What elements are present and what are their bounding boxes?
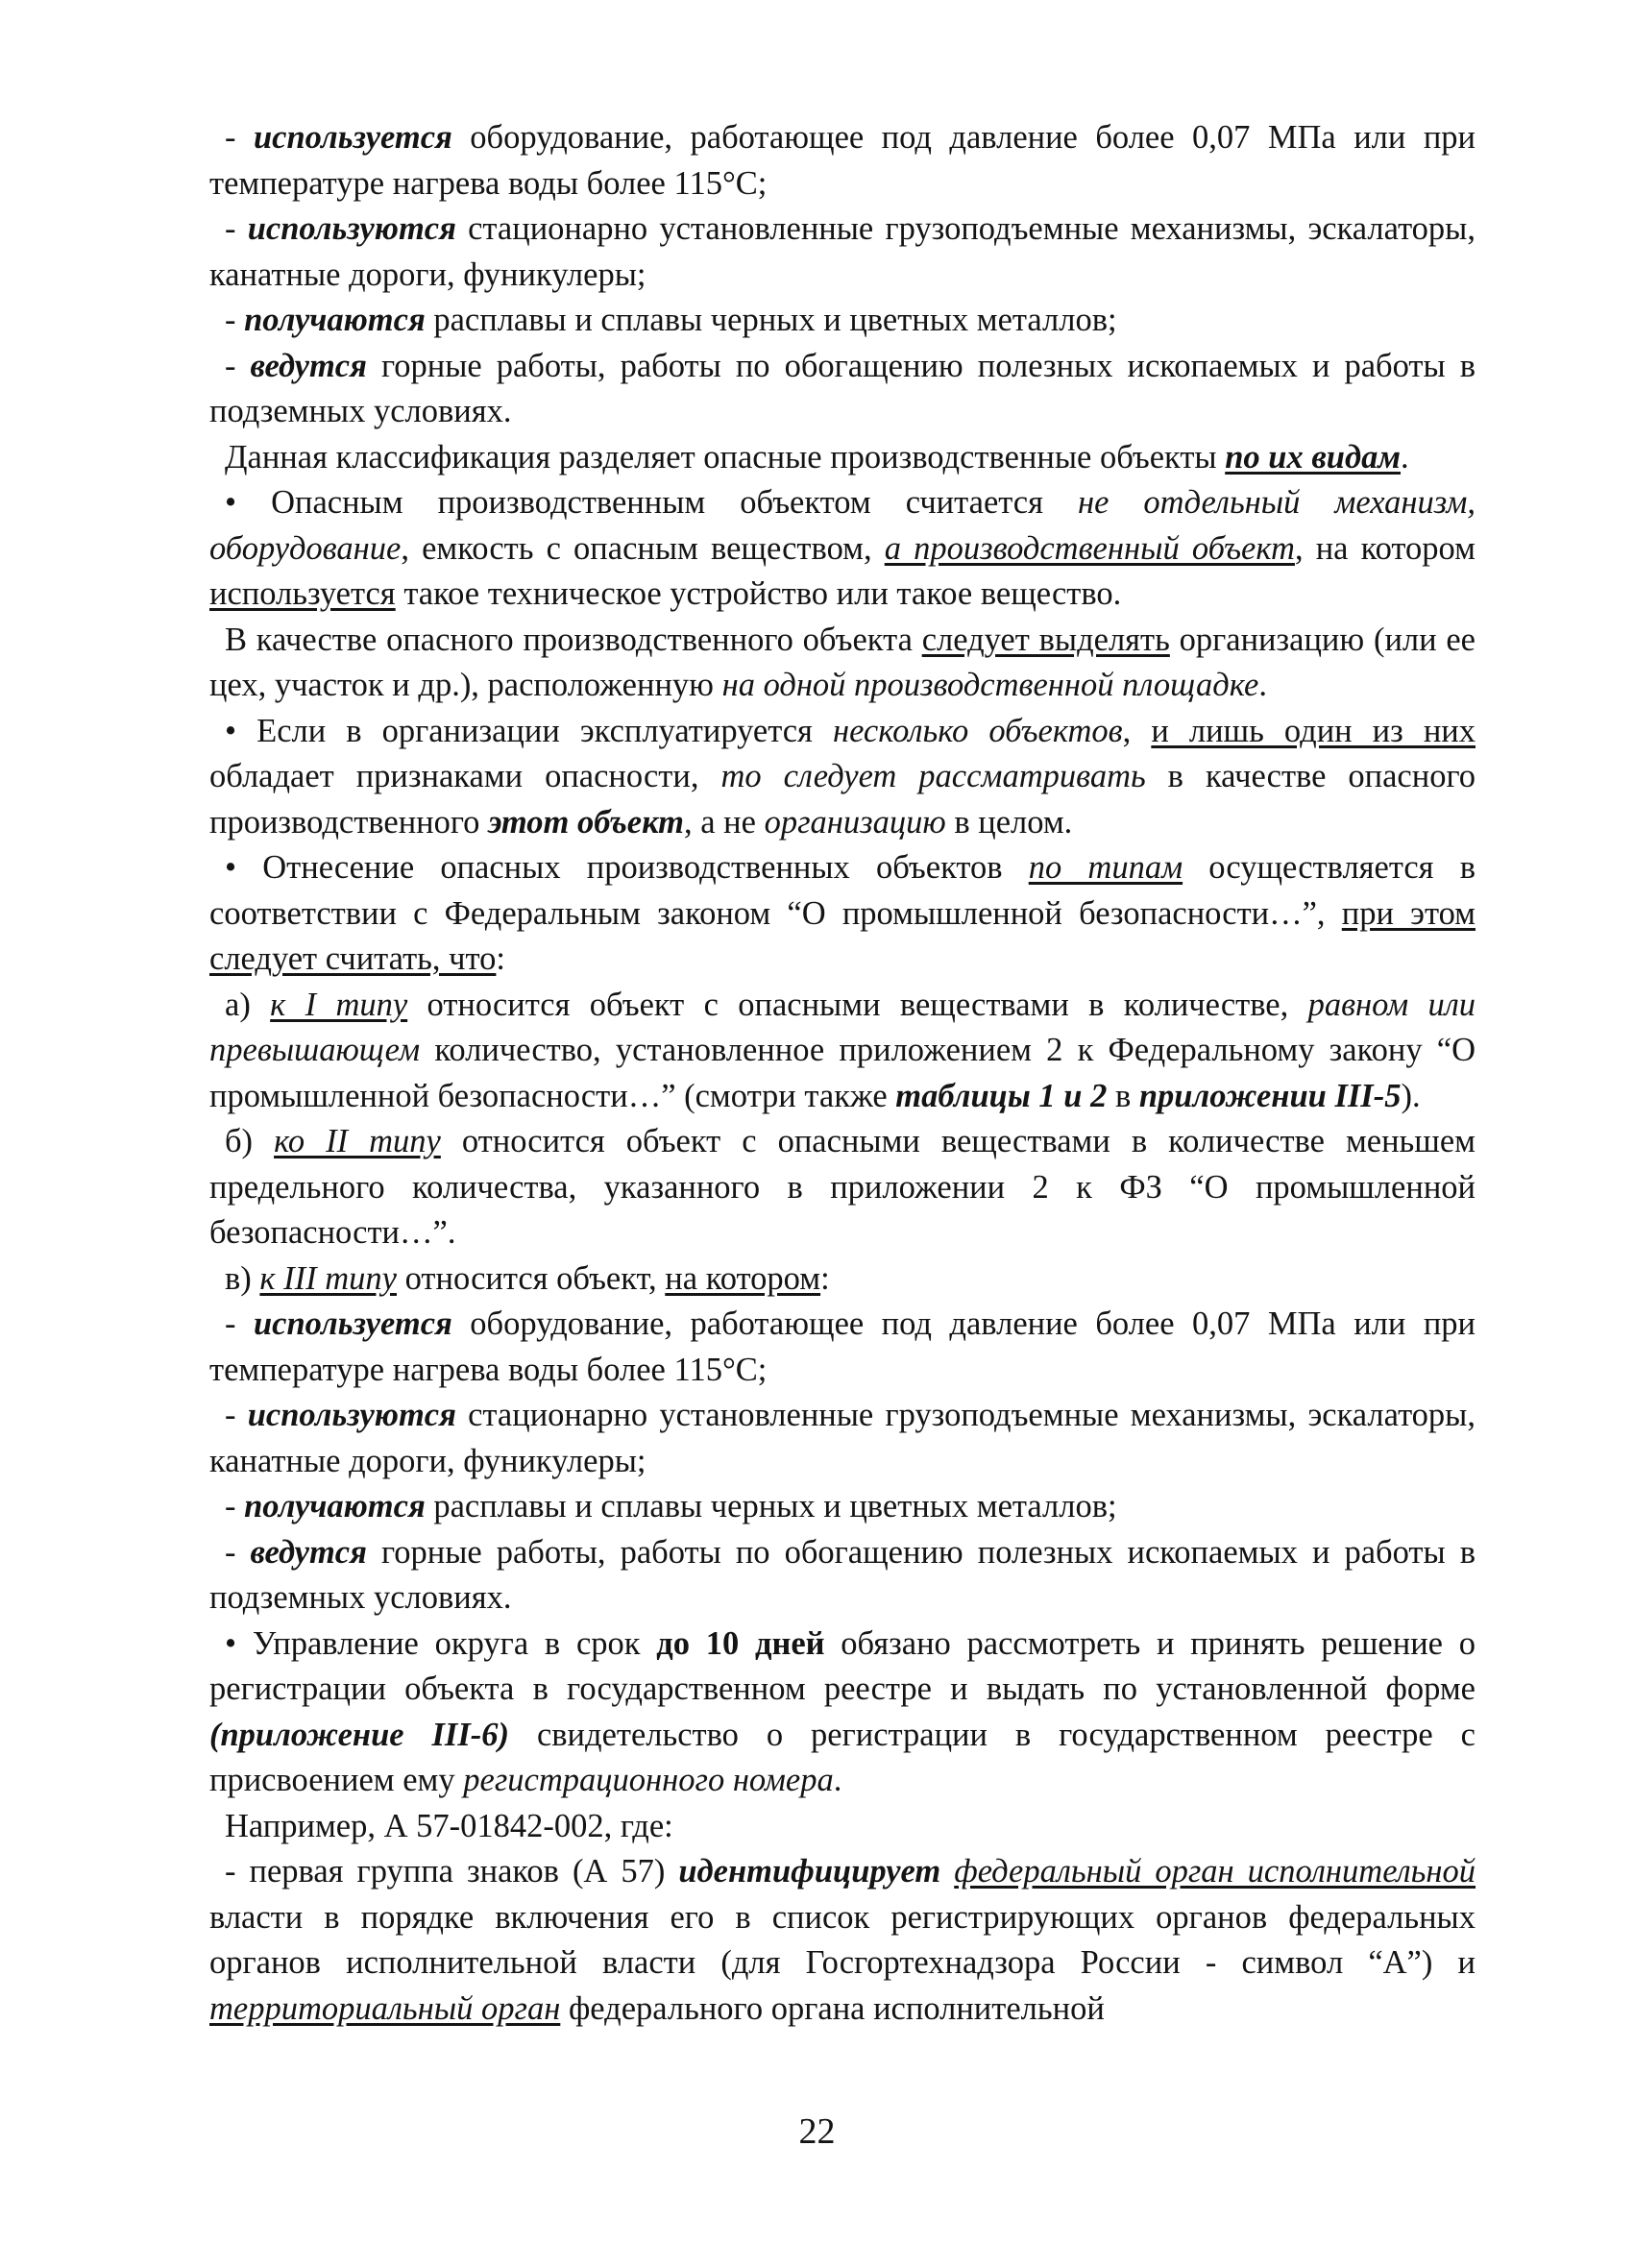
emphasis: по их видам [1225,438,1401,476]
list-text: расплавы и сплавы черных и цветных металлов; [425,1488,1117,1524]
list-text: расплавы и сплавы черных и цветных металлов; [425,302,1117,338]
type-item-v [209,1256,1475,1303]
list-item [209,1484,1475,1530]
text-run: Данная классификация разделяет опасные производственные объекты [225,438,1226,476]
text-run: • Управление округа в срок [225,1624,657,1662]
list-text: стационарно установленные грузоподъемные механизмы, эскалаторы, канатные дороги, фуникулеры; [209,210,1475,293]
list-item [209,1302,1475,1393]
bullet-paragraph [209,1622,1475,1804]
list-verb: получаются [244,302,426,338]
list-item [209,298,1475,344]
emphasis: на одной производственной площадке [721,667,1259,703]
list-dash: - [225,1397,248,1433]
list-verb: ведутся [250,347,367,384]
type-item-a [209,983,1475,1120]
emphasis: федеральный орган исполнительной [954,1853,1476,1890]
list-dash: - [225,1488,245,1524]
list-dash: - [225,347,251,384]
emphasis: регистрационного номера [463,1762,834,1798]
type-item-b [209,1119,1475,1256]
text-run: федерального органа исполнительной [560,1989,1105,2027]
emphasis: организацию [764,803,946,841]
text-run: : [820,1259,830,1297]
list-text: оборудование, работающее под давление более 0,07 МПа или при температуре нагрева воды более 115°С; [209,119,1475,202]
list-verb: ведутся [250,1533,367,1571]
list-dash: - [225,1305,254,1342]
text-run: осуществляется в соответствии с Федеральным законом “О промышленной безопасности…”, [209,849,1475,932]
text-run: , [1122,712,1152,749]
text-run: а) [225,986,271,1023]
list-verb: используется [253,119,452,156]
paragraph [209,618,1475,709]
list-dash: - [225,119,254,156]
text-run: - первая группа знаков (А 57) [225,1853,679,1890]
list-item [209,115,1475,207]
paragraph [209,1849,1475,2032]
text-run: такое техническое устройство или такое вещество. [395,575,1122,612]
text-run: : [496,940,505,977]
list-text: горные работы, работы по обогащению полезных ископаемых и работы в подземных условиях. [209,1533,1475,1616]
bullet-paragraph [209,845,1475,983]
text-run: В качестве опасного производственного объекта [225,621,922,658]
emphasis: несколько объектов [832,712,1123,749]
text-run: относится объект с опасными веществами в количестве меньшем предельного количества, указанного в приложении 2 к ФЗ “О промышленной безопасности…”. [209,1123,1476,1251]
emphasis: до 10 дней [656,1624,825,1662]
list-dash: - [225,210,248,247]
text-run: в целом. [945,803,1073,841]
list-item [209,207,1475,298]
text-run: . [1400,438,1409,476]
list-verb: используется [253,1305,452,1342]
emphasis: на котором [665,1259,821,1297]
emphasis: при этом следует считать, что [209,894,1475,977]
emphasis: таблицы 1 и 2 [895,1077,1108,1114]
text-run: власти в порядке включения его в список регистрирующих органов федеральных органов исполнительной власти (для Госгортехнадзора России - символ “А”) и [209,1898,1475,1981]
bullet-paragraph [209,709,1475,846]
emphasis: к I типу [270,986,408,1023]
list-item [209,344,1475,435]
classification-paragraph [209,435,1475,481]
text-run: относится объект, [397,1259,666,1297]
emphasis: приложении III-5 [1138,1077,1402,1114]
text-run [940,1853,954,1890]
emphasis: и лишь один из них [1151,712,1475,749]
text-run: свидетельство о регистрации в государственном реестре с присвоением ему [209,1716,1475,1798]
list-dash: - [225,1533,251,1571]
emphasis: равном или превышающем [209,986,1476,1068]
emphasis: к III типу [259,1259,397,1297]
list-dash: - [225,302,245,338]
text-run: . [1258,667,1267,703]
emphasis: ко II типу [274,1123,441,1159]
text-run: • Опасным производственным объектом считается [225,484,1078,521]
emphasis: этот объект [488,803,684,841]
emphasis: не отдельный механизм, оборудование [209,484,1475,567]
emphasis: а производственный объект [884,529,1295,567]
emphasis: по типам [1028,849,1183,886]
bullet-paragraph [209,480,1475,618]
text-run: в) [225,1259,260,1297]
text-run: относится объект с опасными веществами в количестве, [407,986,1308,1023]
text-run: обладает признаками опасности, [209,758,721,794]
text-run: в [1107,1077,1139,1114]
text-run: организацию (или ее цех, участок и др.), расположенную [209,621,1475,703]
text-run: , емкость с опасным веществом, [401,529,885,567]
text-run: • Отнесение опасных производственных объектов [225,849,1029,886]
list-text: горные работы, работы по обогащению полезных ископаемых и работы в подземных условиях. [209,347,1475,429]
body-text [209,115,1475,2032]
text-run: , на котором [1294,529,1475,567]
example-line: Например, А 57-01842-002, где: [225,1807,673,1844]
list-text: оборудование, работающее под давление более 0,07 МПа или при температуре нагрева воды более 115°С; [209,1305,1475,1388]
list-verb: получаются [244,1488,426,1524]
text-run: б) [225,1123,275,1159]
emphasis: следует выделять [921,621,1170,658]
emphasis: используется [209,575,396,612]
list-verb: используются [247,1397,456,1433]
list-verb: используются [247,210,456,247]
text-run: . [833,1762,842,1798]
emphasis: (приложение III-6) [209,1716,510,1753]
list-text: стационарно установленные грузоподъемные механизмы, эскалаторы, канатные дороги, фуникулеры; [209,1397,1475,1479]
text-run: обязано рассмотреть и принять решение о регистрации объекта в государственном реестре и выдать по установленной форме [209,1624,1475,1707]
text-run: , а не [683,803,765,841]
text-run: • Если в организации эксплуатируется [225,712,833,749]
text-run: ). [1401,1077,1421,1114]
page-number: 22 [798,2111,836,2152]
list-item [209,1530,1475,1622]
text-run: в качестве опасного производственного [209,758,1475,841]
emphasis: идентифицирует [678,1853,941,1890]
emphasis: территориальный орган [209,1989,561,2027]
text-run: количество, установленное приложением 2 к Федеральному закону “О промышленной безопасности…” (смотри также [209,1032,1475,1114]
list-item [209,1393,1475,1484]
emphasis: то следует рассматривать [720,758,1146,794]
